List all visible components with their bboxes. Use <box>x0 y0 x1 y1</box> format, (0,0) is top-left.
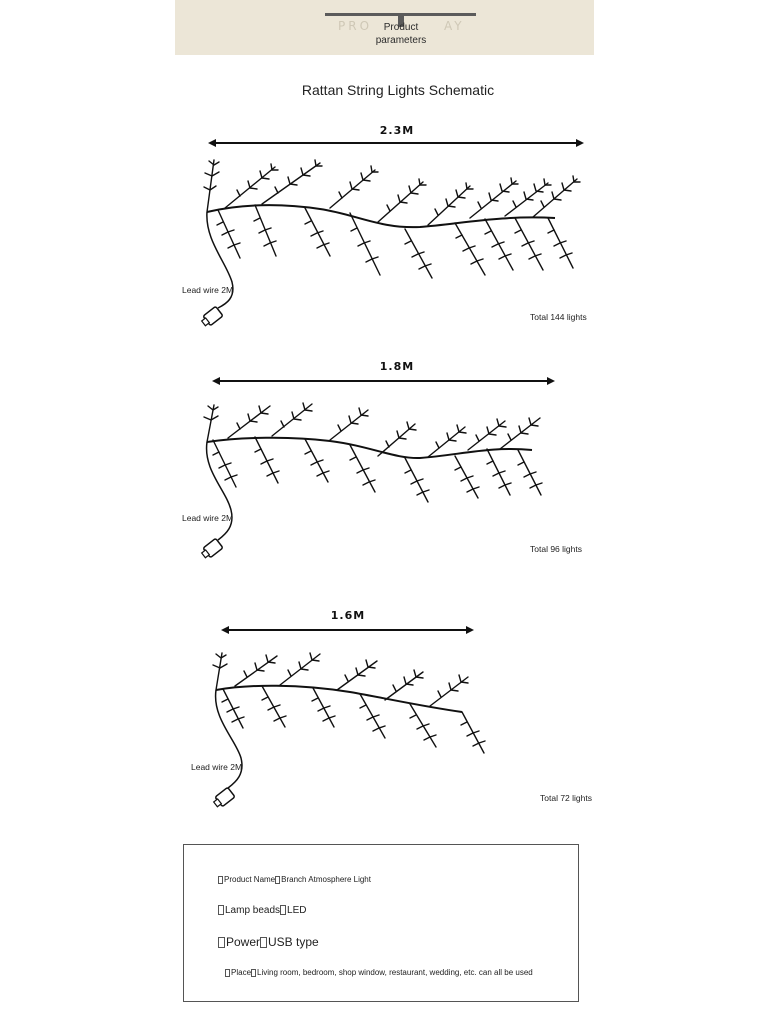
vine-branches <box>204 403 542 502</box>
usb-plug-icon <box>212 787 235 809</box>
bracket-mark-icon <box>260 937 267 948</box>
length-label: 2.3M <box>379 124 415 137</box>
header-title-line1: Product <box>383 22 419 33</box>
schematic-1-8m <box>182 360 582 560</box>
lead-wire-label: Lead wire 2M <box>182 285 234 295</box>
total-lights-label: Total 96 lights <box>530 544 582 554</box>
param-lamp-beads <box>218 905 307 916</box>
total-lights-label: Total 72 lights <box>540 793 592 803</box>
length-label: 1.8M <box>379 360 415 373</box>
param-value: Living room, bedroom, shop window, restaurant, wedding, etc. can all be used <box>257 968 533 977</box>
bracket-mark-icon <box>218 876 223 884</box>
param-name: Place <box>231 968 252 977</box>
bracket-mark-icon <box>225 969 230 977</box>
bracket-mark-icon <box>275 876 280 884</box>
vine-branches <box>213 653 485 753</box>
param-product-name <box>218 875 371 884</box>
usb-plug-icon <box>200 306 223 328</box>
lead-wire <box>207 442 232 540</box>
bracket-mark-icon <box>218 937 225 948</box>
parameters-box <box>183 844 579 1002</box>
param-name: Power <box>226 935 261 949</box>
header-ghost-text-right: AY <box>444 19 465 33</box>
lead-wire <box>216 690 242 788</box>
param-place <box>225 968 533 977</box>
page-title: Rattan String Lights Schematic <box>301 82 495 98</box>
length-label: 1.6M <box>330 609 366 622</box>
lead-wire-label: Lead wire 2M <box>182 513 234 523</box>
param-value: USB type <box>268 935 319 949</box>
param-power <box>218 935 319 949</box>
param-value: LED <box>287 905 307 916</box>
param-value: Branch Atmosphere Light <box>281 875 371 884</box>
vine-main <box>207 438 532 458</box>
lead-wire-label: Lead wire 2M <box>191 762 243 772</box>
schematic-2-3m <box>182 124 587 328</box>
total-lights-label: Total 144 lights <box>530 312 587 322</box>
schematic-1-6m <box>191 609 592 809</box>
header-title-line2: parameters <box>375 35 427 46</box>
vine-main <box>216 686 462 712</box>
param-name: Product Name <box>224 875 276 884</box>
param-name: Lamp beads <box>225 905 281 916</box>
bracket-mark-icon <box>280 905 286 915</box>
bracket-mark-icon <box>251 969 256 977</box>
header-ghost-text-left: PRO <box>338 19 373 33</box>
usb-plug-icon <box>200 538 223 560</box>
vine-branches <box>204 160 580 278</box>
bracket-mark-icon <box>218 905 224 915</box>
